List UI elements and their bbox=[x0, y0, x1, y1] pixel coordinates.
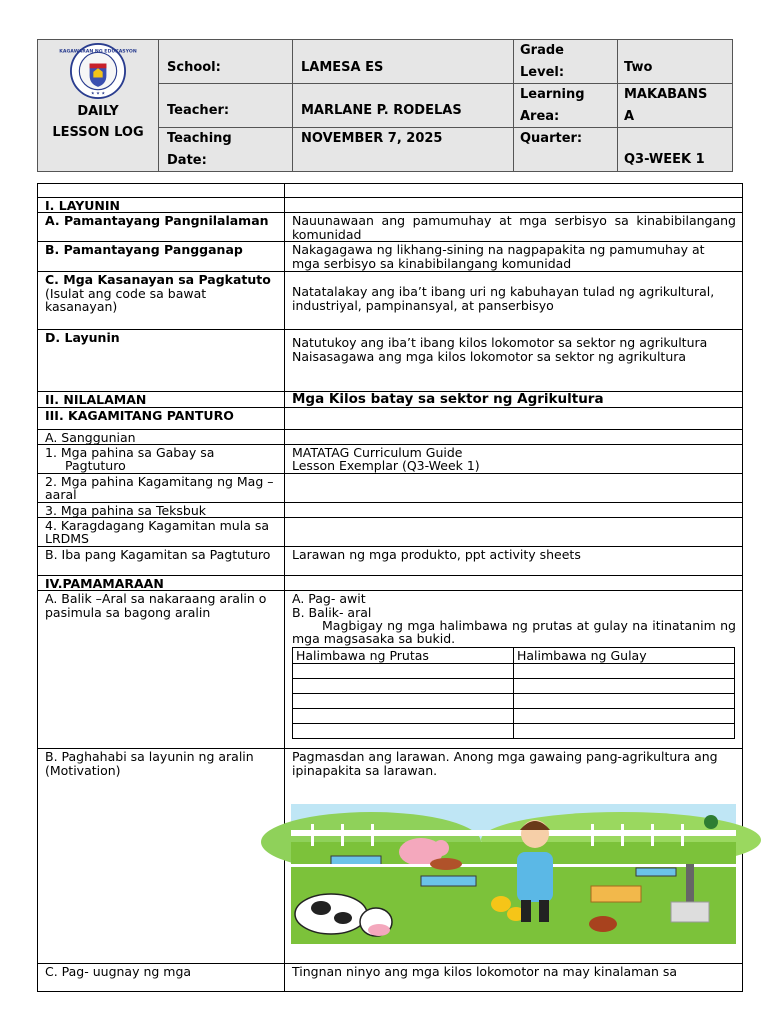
balik-line-1: A. Pag- awit bbox=[292, 591, 366, 607]
teacher-label: Teacher: bbox=[159, 84, 293, 128]
pamantayang-pagganap-value: Nakagagawa ng likhang-sining na nagpapakita ng pamumuhay at mga serbisyo sa kinabibilangang komunidad bbox=[285, 242, 743, 272]
svg-text:★ ★ ★: ★ ★ ★ bbox=[90, 90, 106, 96]
table-row bbox=[38, 392, 743, 407]
farm-scene-illustration bbox=[291, 804, 736, 944]
logo-cell bbox=[38, 40, 159, 172]
teksbuk-label: 3. Mga pahina sa Teksbuk bbox=[38, 502, 285, 517]
table-row bbox=[38, 242, 743, 272]
teacher-value: MARLANE P. RODELAS bbox=[293, 84, 514, 128]
kagamitang-label: 2. Mga pahina Kagamitang ng Mag –aaral bbox=[38, 473, 285, 502]
d-layunin-cell bbox=[285, 330, 743, 392]
table-row bbox=[293, 678, 735, 693]
area-label: Learning Area: bbox=[514, 84, 618, 128]
balik-cell bbox=[285, 591, 743, 749]
table-header-gulay: Halimbawa ng Gulay bbox=[514, 647, 735, 663]
gabay-value: MATATAG Curriculum Guide Lesson Exemplar (Q3-Week 1) bbox=[285, 444, 743, 473]
section-heading-nilalaman: II. NILALAMAN bbox=[38, 392, 285, 407]
table-row bbox=[38, 198, 743, 213]
table-row bbox=[38, 184, 743, 198]
school-label: School: bbox=[159, 40, 293, 84]
deped-seal-icon bbox=[59, 43, 137, 99]
table-row bbox=[38, 576, 743, 591]
table-row bbox=[38, 749, 743, 964]
table-row bbox=[38, 429, 743, 444]
table-row bbox=[293, 723, 735, 738]
table-row bbox=[38, 518, 743, 547]
table-header-prutas: Halimbawa ng Prutas bbox=[293, 647, 514, 663]
fruit-vegetable-table bbox=[292, 647, 735, 739]
header-table bbox=[37, 39, 733, 172]
nilalaman-value: Mga Kilos batay sa sektor ng Agrikultura bbox=[285, 392, 743, 407]
iba-value: Larawan ng mga produkto, ppt activity sheets bbox=[285, 547, 743, 576]
grade-value: Two bbox=[618, 40, 733, 84]
table-row bbox=[38, 547, 743, 576]
kasanayan-label-cell bbox=[38, 272, 285, 330]
area-value: MAKABANS A bbox=[618, 84, 733, 128]
paghahabi-label: B. Paghahabi sa layunin ng aralin (Motivation) bbox=[38, 749, 285, 964]
d-layunin-value-2: Naisasagawa ang mga kilos lokomotor sa sektor ng agrikultura bbox=[292, 348, 687, 364]
date-label: Teaching Date: bbox=[159, 128, 293, 172]
table-row bbox=[38, 591, 743, 749]
balik-label: A. Balik –Aral sa nakaraang aralin o pasimula sa bagong aralin bbox=[38, 591, 285, 749]
kasanayan-label: C. Mga Kasanayan sa Pagkatuto bbox=[45, 272, 271, 288]
quarter-label: Quarter: bbox=[514, 128, 618, 172]
table-row bbox=[38, 407, 743, 429]
table-row bbox=[38, 330, 743, 392]
pamantayang-nilalaman-value: Nauunawaan ang pamumuhay at mga serbisyo sa kinabibilangang komunidad bbox=[285, 213, 743, 242]
section-heading-kagamitan: III. KAGAMITANG PANTURO bbox=[38, 407, 285, 429]
balik-line-2: B. Balik- aral bbox=[292, 604, 372, 620]
sanggunian-label: A. Sanggunian bbox=[38, 429, 285, 444]
d-layunin-value-1: Natutukoy ang iba’t ibang kilos lokomotor sa sektor ng agrikultura bbox=[292, 335, 708, 351]
pamantayang-nilalaman-label: A. Pamantayang Pangnilalaman bbox=[38, 213, 285, 242]
lesson-log-table bbox=[37, 183, 743, 992]
kasanayan-note: (Isulat ang code sa bawat kasanayan) bbox=[45, 285, 207, 314]
table-row bbox=[38, 213, 743, 242]
dll-title-line2: LESSON LOG bbox=[52, 125, 144, 140]
lrdms-label: 4. Karagdagang Kagamitan mula sa LRDMS bbox=[38, 518, 285, 547]
table-row bbox=[293, 693, 735, 708]
section-heading-pamamaraan: IV.PAMAMARAAN bbox=[38, 576, 285, 591]
kasanayan-value: Natatalakay ang iba’t ibang uri ng kabuhayan tulad ng agrikultural, industriyal, pampinansyal, at panserbisyo bbox=[285, 272, 743, 330]
paghahabi-cell bbox=[285, 749, 743, 964]
logo-text: KAGAWARAN NG EDUKASYON bbox=[59, 49, 137, 55]
date-value: NOVEMBER 7, 2025 bbox=[293, 128, 514, 172]
dll-title-line1: DAILY bbox=[77, 104, 119, 119]
table-row bbox=[293, 663, 735, 678]
table-row bbox=[38, 473, 743, 502]
section-heading-layunin: I. LAYUNIN bbox=[38, 198, 285, 213]
d-layunin-label: D. Layunin bbox=[38, 330, 285, 392]
balik-instruction: Magbigay ng mga halimbawa ng prutas at gulay na itinatanim ng mga magsasaka sa bukid. bbox=[292, 618, 736, 647]
table-row bbox=[38, 964, 743, 992]
paghahabi-value: Pagmasdan ang larawan. Anong mga gawaing pang-agrikultura ang ipinapakita sa larawan. bbox=[292, 749, 718, 778]
quarter-value: Q3-WEEK 1 bbox=[618, 128, 733, 172]
table-row bbox=[38, 502, 743, 517]
pag-uugnay-value: Tingnan ninyo ang mga kilos lokomotor na may kinalaman sa bbox=[285, 964, 743, 992]
grade-label: Grade Level: bbox=[514, 40, 618, 84]
pamantayang-pagganap-label: B. Pamantayang Pangganap bbox=[38, 242, 285, 272]
table-row bbox=[293, 708, 735, 723]
gabay-label: 1. Mga pahina sa Gabay sa Pagtuturo bbox=[38, 444, 285, 473]
table-row bbox=[38, 444, 743, 473]
school-value: LAMESA ES bbox=[293, 40, 514, 84]
iba-label: B. Iba pang Kagamitan sa Pagtuturo bbox=[38, 547, 285, 576]
table-row bbox=[38, 272, 743, 330]
pag-uugnay-label: C. Pag- uugnay ng mga bbox=[38, 964, 285, 992]
